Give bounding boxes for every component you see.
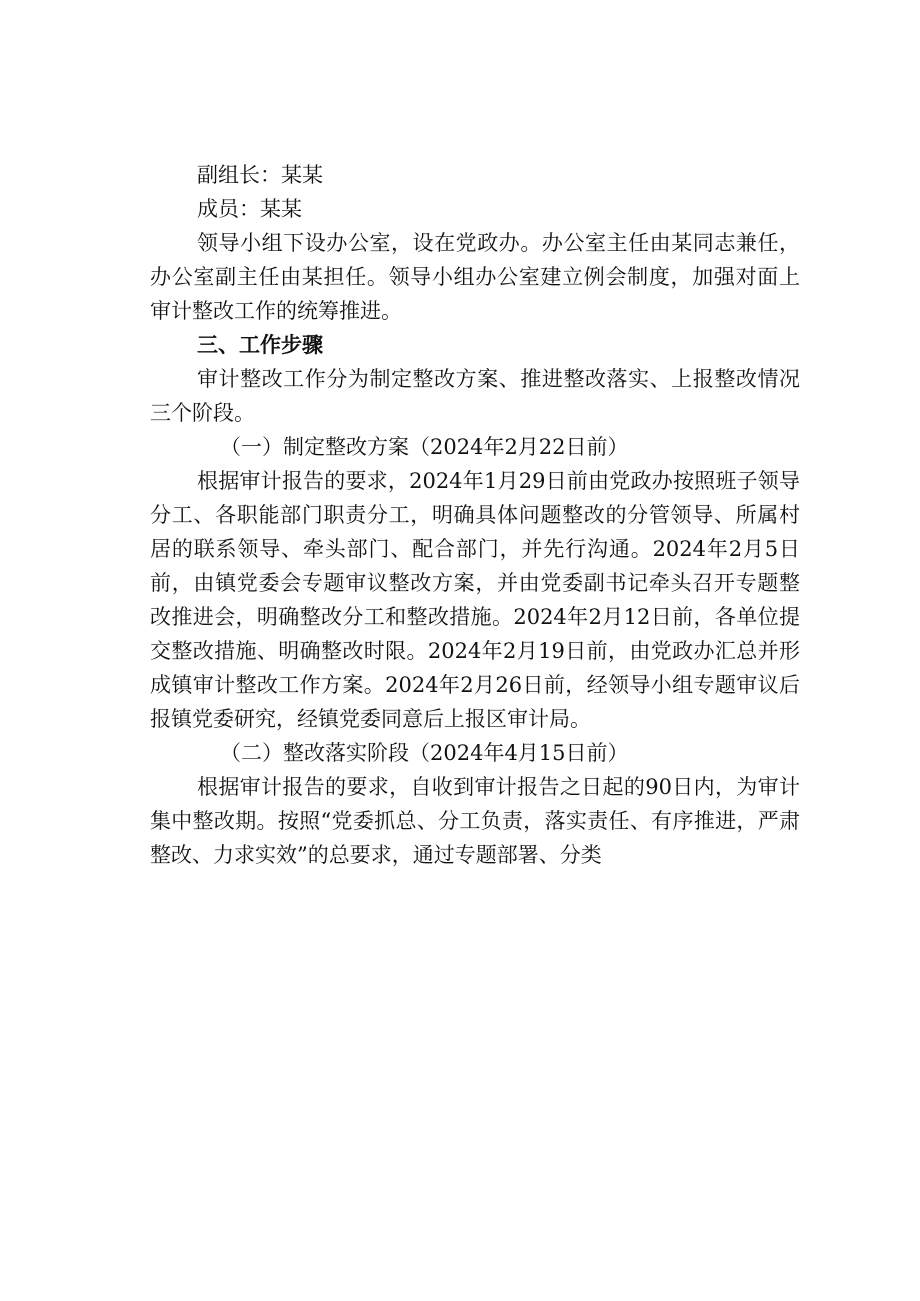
- steps-intro-paragraph: 审计整改工作分为制定整改方案、推进整改落实、上报整改情况三个阶段。: [150, 367, 800, 425]
- section-heading-work-steps: 三、工作步骤: [197, 333, 323, 357]
- phase1-heading: （一）制定整改方案（2024年2月22日前）: [220, 435, 629, 459]
- phase2-paragraph: 根据审计报告的要求，自收到审计报告之日起的90日内，为审计集中整改期。按照“党委抓总、分工负责，落实责任、有序推进，严肃整改、力求实效”的总要求，通过专题部署、分类: [150, 775, 800, 867]
- office-paragraph: 领导小组下设办公室，设在党政办。办公室主任由某同志兼任，办公室副主任由某担任。领导小组办公室建立例会制度，加强对面上审计整改工作的统筹推进。: [150, 231, 800, 323]
- phase1-paragraph: 根据审计报告的要求，2024年1月29日前由党政办按照班子领导分工、各职能部门职责分工，明确具体问题整改的分管领导、所属村居的联系领导、牵头部门、配合部门，并先行沟通。2024年2月5日前，由镇党委会专题审议整改方案，并由党委副书记牵头召开专题整改推进会，明确整改分工和整改措施。2024年2月12日前，各单位提交整改措施、明确整改时限。2024年2月19日前，由党政办汇总并形成镇审计整改工作方案。2024年2月26日前，经领导小组专题审议后报镇党委研究，经镇党委同意后上报区审计局。: [150, 469, 800, 731]
- document-page: [150, 158, 800, 872]
- members-line: 成员：某某: [197, 197, 302, 221]
- phase2-heading: （二）整改落实阶段（2024年4月15日前）: [220, 741, 629, 765]
- deputy-leader-line: 副组长：某某: [197, 163, 323, 187]
